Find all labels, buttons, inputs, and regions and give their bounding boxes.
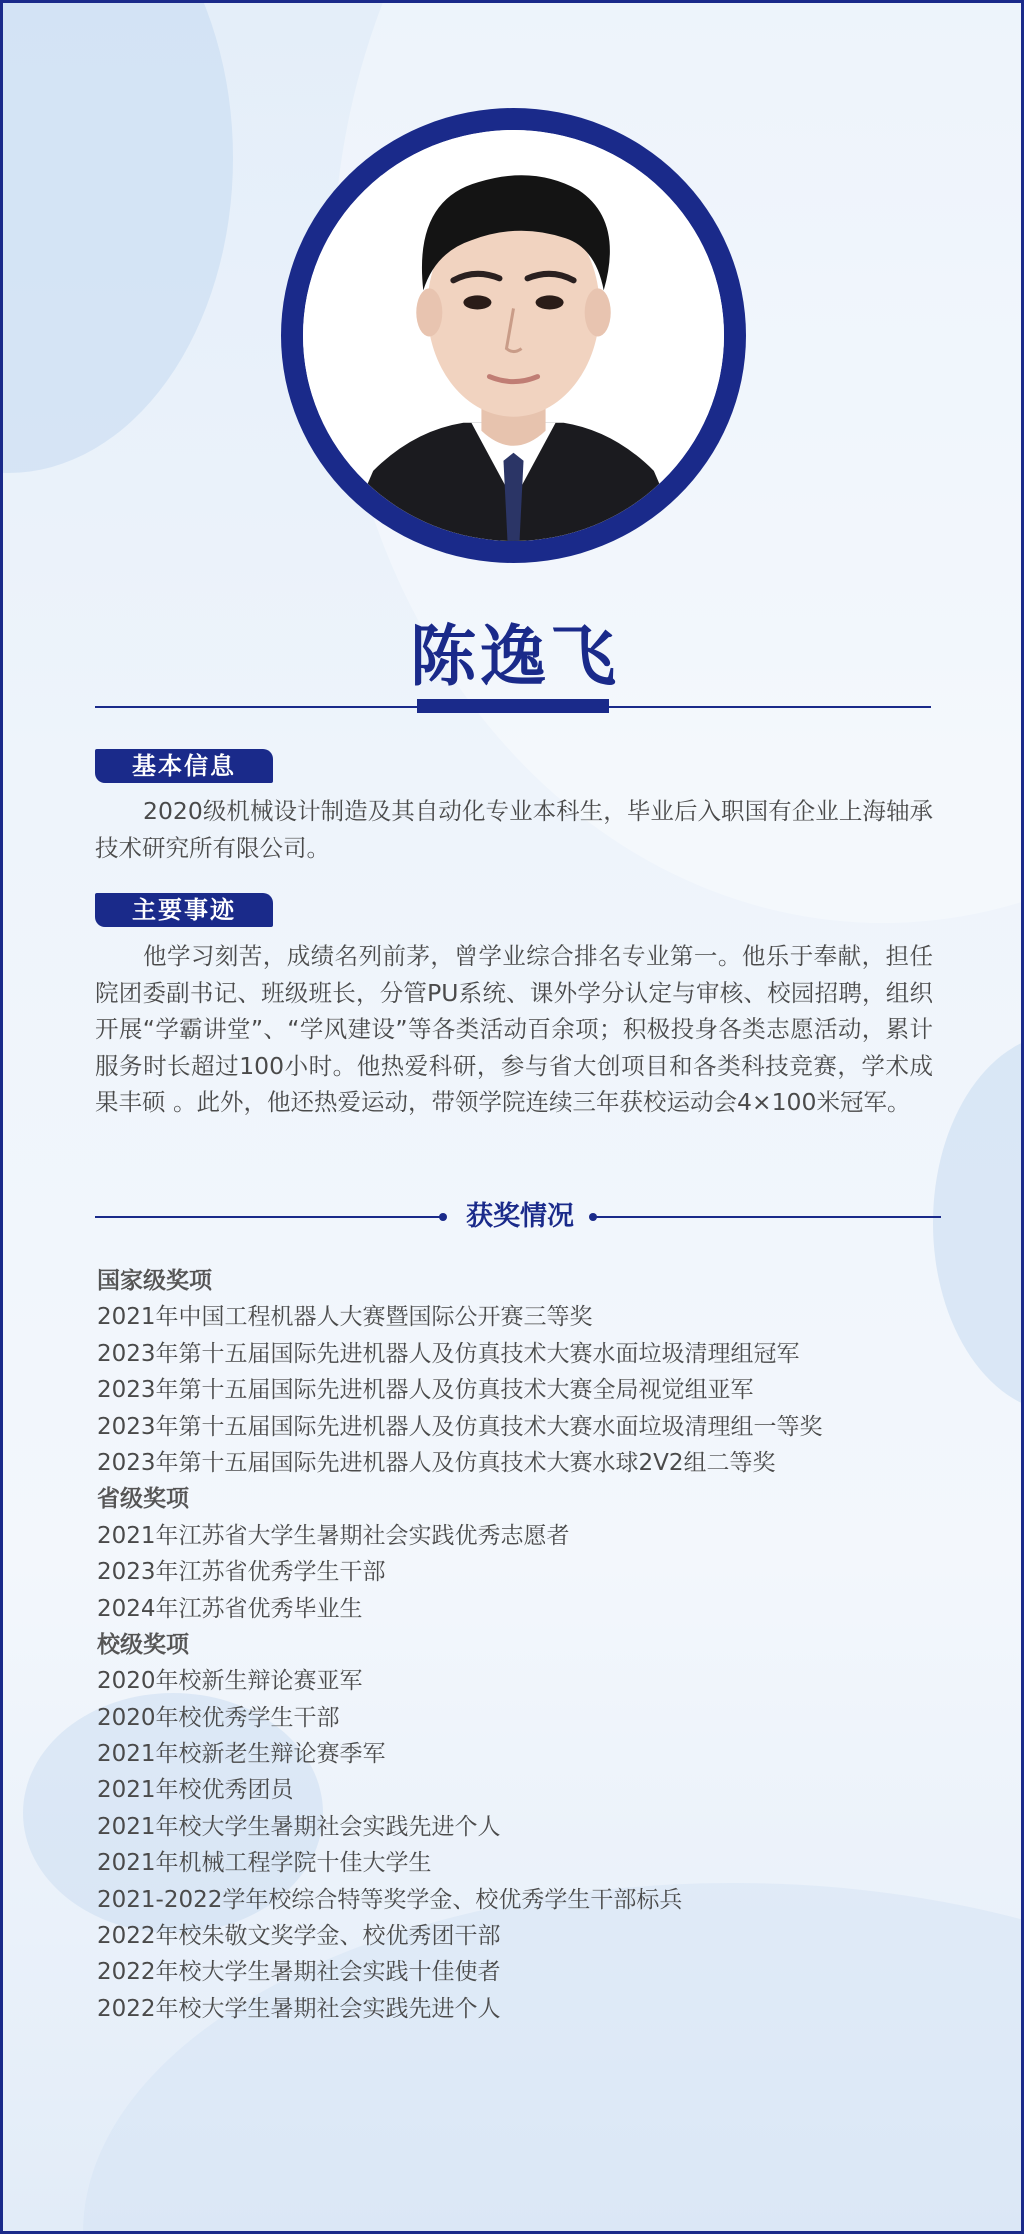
award-category-national: 国家级奖项: [97, 1268, 212, 1294]
avatar: [303, 130, 724, 541]
person-name: 陈逸飞: [410, 618, 620, 695]
award-item: 2023年第十五届国际先进机器人及仿真技术大赛水球2V2组二等奖: [97, 1449, 776, 1476]
award-item: 2021年机械工程学院十佳大学生: [97, 1850, 432, 1877]
portrait-photo: [303, 130, 724, 541]
section-tag-basic-info: 基本信息: [95, 749, 273, 783]
main-deeds-text: 他学习刻苦，成绩名列前茅，曾学业综合排名专业第一。他乐于奉献，担任院团委副书记、班级班长，分管PU系统、课外学分认定与审核、校园招聘，组织开展“学霸讲堂”、“学风建设”等各类活动百余项；积极投身各类志愿活动，累计服务时长超过100小时。他热爱科研，参与省大创项目和各类科技竞赛，学术成果丰硕 。此外，他还热爱运动，带领学院连续三年获校运动会4×100米冠军。: [95, 942, 933, 1116]
award-item: 2023年第十五届国际先进机器人及仿真技术大赛全局视觉组亚军: [97, 1377, 754, 1404]
dot-icon: [439, 1213, 447, 1221]
award-item: 2020年校优秀学生干部: [97, 1704, 340, 1731]
award-item: 2021年校大学生暑期社会实践先进个人: [97, 1813, 501, 1840]
award-item: 2021-2022学年校综合特等奖学金、校优秀学生干部标兵: [97, 1886, 683, 1913]
avatar-frame: [281, 108, 746, 563]
divider-line: [95, 1216, 443, 1218]
award-item: 2021年江苏省大学生暑期社会实践优秀志愿者: [97, 1522, 570, 1549]
award-item: 2023年第十五届国际先进机器人及仿真技术大赛水面垃圾清理组冠军: [97, 1340, 800, 1367]
award-item: 2022年校大学生暑期社会实践先进个人: [97, 1995, 501, 2022]
awards-list: [97, 1263, 957, 2027]
award-item: 2021年校新老生辩论赛季军: [97, 1741, 386, 1768]
award-item: 2021年中国工程机器人大赛暨国际公开赛三等奖: [97, 1304, 593, 1331]
award-item: 2022年校大学生暑期社会实践十佳使者: [97, 1959, 501, 1986]
name-underline-bar: [417, 699, 609, 713]
award-item: 2023年第十五届国际先进机器人及仿真技术大赛水面垃圾清理组一等奖: [97, 1413, 823, 1440]
awards-heading: [95, 1201, 941, 1233]
awards-title: 获奖情况: [466, 1201, 574, 1232]
award-item: 2024年江苏省优秀毕业生: [97, 1595, 363, 1622]
basic-info-text: 2020级机械设计制造及其自动化专业本科生，毕业后入职国有企业上海轴承技术研究所有限公司。: [95, 797, 933, 862]
award-item: 2022年校朱敬文奖学金、校优秀团干部: [97, 1923, 501, 1950]
divider-line: [593, 1216, 941, 1218]
award-item: 2021年校优秀团员: [97, 1777, 294, 1804]
section-tag-main-deeds: 主要事迹: [95, 893, 273, 927]
award-category-school: 校级奖项: [97, 1631, 189, 1658]
award-category-provincial: 省级奖项: [97, 1486, 189, 1513]
award-item: 2020年校新生辩论赛亚军: [97, 1668, 363, 1695]
decor-circle: [0, 0, 233, 473]
award-item: 2023年江苏省优秀学生干部: [97, 1559, 386, 1586]
